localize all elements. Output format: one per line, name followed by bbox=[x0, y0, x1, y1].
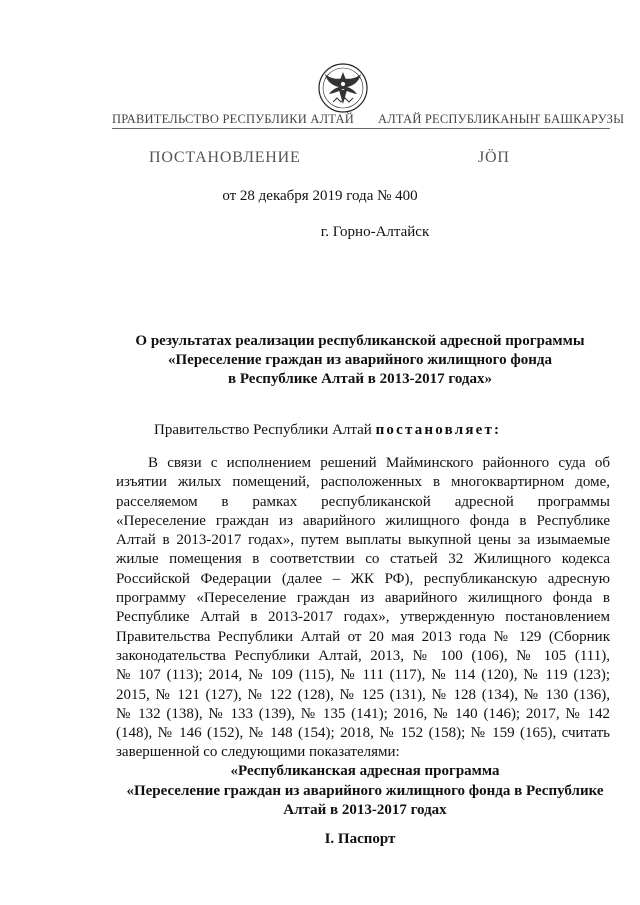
body-line: (148), № 146 (152), № 148 (154); 2018, № 152 (158); № 159 (165), считать bbox=[116, 725, 610, 742]
coat-of-arms-emblem bbox=[315, 58, 371, 116]
body-line: Правительства Республики Алтай от 20 мая 2013 года № 129 (Сборник bbox=[116, 628, 610, 645]
title-line: «Переселение граждан из аварийного жилищного фонда bbox=[168, 352, 552, 368]
body-line: 2015, № 121 (127), № 122 (128), № 125 (131), № 128 (134), № 130 (136), bbox=[116, 686, 610, 703]
section-heading: I. Паспорт bbox=[324, 831, 396, 847]
body-paragraph bbox=[116, 454, 610, 763]
decree-line bbox=[154, 422, 501, 439]
body-line: № 132 (138), № 133 (139), № 135 (141); 2016, № 140 (146); 2017, № 142 bbox=[116, 705, 610, 722]
program-title-line: «Переселение граждан из аварийного жилищного фонда в Республике bbox=[126, 782, 604, 799]
program-title-line: Алтай в 2013-2017 годах bbox=[283, 802, 447, 818]
body-line: законодательства Республики Алтай, 2013, № 100 (106), № 105 (111), bbox=[116, 647, 610, 664]
city-line: г. Горно-Алтайск bbox=[320, 224, 430, 240]
doctype-left: ПОСТАНОВЛЕНИЕ bbox=[149, 149, 301, 166]
body-line: Алтай в 2013-2017 годах», путем выплаты выкупной цены за изымаемые bbox=[116, 532, 610, 549]
body-line: В связи с исполнением решений Майминского районного суда об bbox=[148, 455, 610, 471]
decree-verb: постановляет: bbox=[375, 422, 502, 438]
program-title bbox=[105, 762, 625, 821]
body-line: завершенной со следующими показателями: bbox=[116, 744, 400, 761]
body-line: жилые помещения в соответствии со статьей 32 Жилищного кодекса bbox=[116, 551, 610, 568]
header-org-left: ПРАВИТЕЛЬСТВО РЕСПУБЛИКИ АЛТАЙ bbox=[112, 112, 354, 126]
program-title-line: «Республиканская адресная программа bbox=[230, 763, 500, 779]
body-line: Российской Федерации (далее – ЖК РФ), республиканскую адресную bbox=[116, 570, 610, 587]
header-org-right: АЛТАЙ РЕСПУБЛИКАНЫҤ БАШКАРУЗЫ bbox=[378, 112, 625, 126]
body-line: Республике Алтай в 2013-2017 годах», утвержденную постановлением bbox=[116, 609, 610, 626]
body-line: № 107 (113); 2014, № 109 (115), № 111 (117), № 114 (120), № 119 (123); bbox=[116, 667, 610, 684]
document-title bbox=[100, 332, 620, 389]
body-line: расселяемом в рамках республиканской адресной программы bbox=[116, 493, 610, 510]
body-line: «Переселение граждан из аварийного жилищного фонда в Республике bbox=[116, 512, 610, 529]
body-line: изъятии жилых помещений, расположенных в многоквартирном доме, bbox=[116, 474, 610, 491]
doctype-right: ЈӦП bbox=[478, 149, 510, 166]
header-divider bbox=[112, 128, 610, 129]
title-line: в Республике Алтай в 2013-2017 годах» bbox=[227, 371, 492, 387]
body-line: программу «Переселение граждан из аварийного жилищного фонда в bbox=[116, 590, 610, 607]
title-line: О результатах реализации республиканской адресной программы bbox=[135, 333, 585, 349]
decree-subject: Правительство Республики Алтай bbox=[154, 422, 372, 438]
date-line: от 28 декабря 2019 года № 400 bbox=[222, 188, 418, 204]
